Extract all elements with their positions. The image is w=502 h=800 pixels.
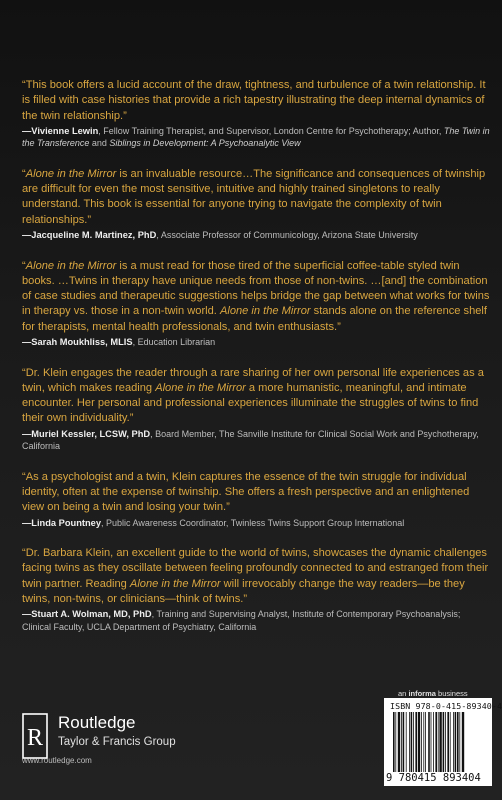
- endorsement-quote: “As a psychologist and a twin, Klein captures the essence of the twin struggle for individual identity, often at the expense of twinship. She offers a fresh perspective and an enlightened view on being a twin and losing your twin.”: [22, 470, 470, 514]
- endorsement-2: [22, 167, 490, 242]
- quote-text: will irrevocably change the way readers—be they twins, non-twins, or clinicians—think of twins.”: [22, 577, 465, 606]
- quote-text: “Dr. Barbara Klein, an excellent guide to the world of twins, showcases the dynamic challenges facing twins as they oscillate between feeling profoundly connected to and estranged from their twin partner. Reading: [22, 547, 489, 590]
- barcode-bar: [445, 712, 446, 772]
- endorser-role: , Associate Professor of Communicology, Arizona State University: [156, 230, 418, 241]
- barcode-bar: [455, 712, 457, 772]
- isbn-label: ISBN 978-0-415-89340-4: [390, 701, 502, 711]
- barcode-bar: [425, 712, 426, 772]
- publisher-logo: [22, 707, 222, 777]
- barcode-bar: [411, 712, 413, 772]
- quote-text: is a must read for those tired of the superficial coffee-table styled twin books. …Twins in therapy have unique needs from those of non-twins. …[and] the combination of case studies and therapeutic suggestions helps bridge the gap between what works for twins in therapy vs. those in a non-twin world.: [22, 259, 490, 318]
- endorser-role: , Education Librarian: [132, 337, 216, 348]
- barcode-bar: [453, 712, 454, 772]
- endorser-name: —Sarah Moukhliss, MLIS: [22, 337, 133, 348]
- endorsements: [22, 78, 490, 650]
- barcode-bar: [433, 712, 434, 772]
- endorsement-attribution: [22, 428, 490, 453]
- endorsement-quote: [22, 546, 490, 607]
- barcode-bar: [428, 712, 430, 772]
- endorser-role-conj: and: [89, 138, 110, 149]
- barcode-bar: [393, 712, 395, 772]
- book-title: Siblings in Development: A Psychoanalytic View: [109, 138, 301, 149]
- endorsement-quote: “Alone in the Mirror is an invaluable resource…The significance and consequences of twinship are difficult for even the most sensitive, intuitive and highly trained singletons to really understand. This book is essential for anyone trying to navigate the complexity of twin relationships.”: [22, 167, 486, 226]
- endorsement-3: [22, 259, 490, 349]
- endorsement-attribution: [22, 229, 490, 242]
- endorser-name: —Linda Pountney: [22, 517, 102, 528]
- endorser-name: —Muriel Kessler, LCSW, PhD: [22, 428, 151, 439]
- barcode-bar: [457, 712, 459, 772]
- book-title: Alone in the Mirror: [25, 259, 117, 272]
- publisher-url: www.routledge.com: [22, 756, 92, 765]
- publisher-group: Taylor & Francis Group: [58, 736, 176, 748]
- barcode-bar: [423, 712, 424, 772]
- barcode-bar: [443, 712, 445, 772]
- book-title: Alone in the Mirror: [219, 305, 311, 318]
- barcode-bar: [406, 712, 407, 772]
- book-title: Alone in the Mirror: [155, 381, 246, 394]
- barcode-bar: [459, 712, 460, 772]
- endorsement-quote: “Alone in the Mirror is a must read for those tired of the superficial coffee-table styled twin books. …Twins in therapy have unique needs from those of non-twins. …[and] the combination of case studies and therapeutic suggestions helps bridge the gap between what works for twins in therapy vs. those in a non-twin world. Alone in the Mirror stands alone on the reference shelf for therapists, mental health professionals, and twin enthusiasts.”: [22, 259, 490, 333]
- barcode-bar: [398, 712, 400, 772]
- barcode-bar: [421, 712, 422, 772]
- endorsement-6: [22, 546, 490, 633]
- endorsement-quote: “This book offers a lucid account of the draw, tightness, and turbulence of a twin relationship. It is filled with case histories that provide a rich tapestry illustrating the deep internal dynamics of the twin relationship.”: [22, 79, 486, 122]
- svg-text:R: R: [26, 725, 44, 751]
- endorser-role: , Public Awareness Coordinator, Twinless Twins Support Group International: [101, 517, 405, 528]
- endorsement-attribution: [22, 125, 490, 150]
- barcode-bar: [431, 712, 432, 772]
- publisher-name: Routledge: [58, 713, 136, 732]
- quote-text: is an invaluable resource…The significance and consequences of twinship are difficult for even the most sensitive, intuitive and highly trained singletons to really understand. This book is essential for anyone trying to navigate the complexity of twin relationships.”: [22, 167, 486, 226]
- barcode-bar: [409, 712, 410, 772]
- endorsement-quote: [22, 366, 490, 427]
- book-title: Alone in the Mirror: [129, 577, 221, 590]
- barcode-bar: [415, 712, 417, 772]
- quote-text: a more humanistic, meaningful, and intimate encounter. Her personal and professional experiences illuminate the struggles of twins to find their own individuality.”: [22, 381, 479, 425]
- barcode-bar: [447, 712, 449, 772]
- barcode-bar: [395, 712, 396, 772]
- barcode-bar: [418, 712, 420, 772]
- barcode-bar: [435, 712, 437, 772]
- barcode-bar: [439, 712, 441, 772]
- barcode-icon: [392, 712, 486, 772]
- quote-text: “Dr. Klein engages the reader through a rare sharing of her own personal life experiences as a twin, which makes reading: [22, 366, 484, 394]
- endorser-role: , Training and Supervising Analyst, Institute of Contemporary Psychoanalysis; Clinical Faculty, UCLA Department of Psychiatry, California: [22, 609, 461, 632]
- endorser-name: —Stuart A. Wolman, MD, PhD: [22, 609, 152, 620]
- barcode-number: 9 780415 893404: [386, 772, 481, 784]
- endorsement-attribution: [22, 517, 490, 530]
- barcode-bar: [462, 712, 464, 772]
- barcode-bar: [438, 712, 439, 772]
- endorsement-attribution: [22, 336, 490, 349]
- book-title: The Twin in the Transference: [22, 125, 490, 149]
- endorsement-4: [22, 366, 490, 453]
- quote-text: stands alone on the reference shelf for therapists, mental health professionals, and twin enthusiasts.”: [22, 305, 487, 333]
- endorsement-attribution: [22, 608, 490, 633]
- routledge-logo-icon: [22, 713, 48, 759]
- endorser-role: , Board Member, The Sanville Institute for Clinical Social Work and Psychotherapy, California: [22, 428, 479, 452]
- barcode-bar: [413, 712, 414, 772]
- endorser-role: , Fellow Training Therapist, and Supervisor, London Centre for Psychotherapy; Author,: [98, 125, 444, 136]
- isbn-barcode: [384, 698, 502, 786]
- barcode-bar: [403, 712, 405, 772]
- informa-business: an informa business: [398, 689, 468, 698]
- endorsement-1: [22, 78, 490, 150]
- endorser-name: —Vivienne Lewin: [22, 125, 99, 136]
- barcode-bar: [401, 712, 402, 772]
- barcode-bar: [450, 712, 451, 772]
- endorsement-5: [22, 470, 490, 529]
- endorser-name: —Jacqueline M. Martinez, PhD: [22, 230, 157, 241]
- book-title: Alone in the Mirror: [25, 167, 117, 180]
